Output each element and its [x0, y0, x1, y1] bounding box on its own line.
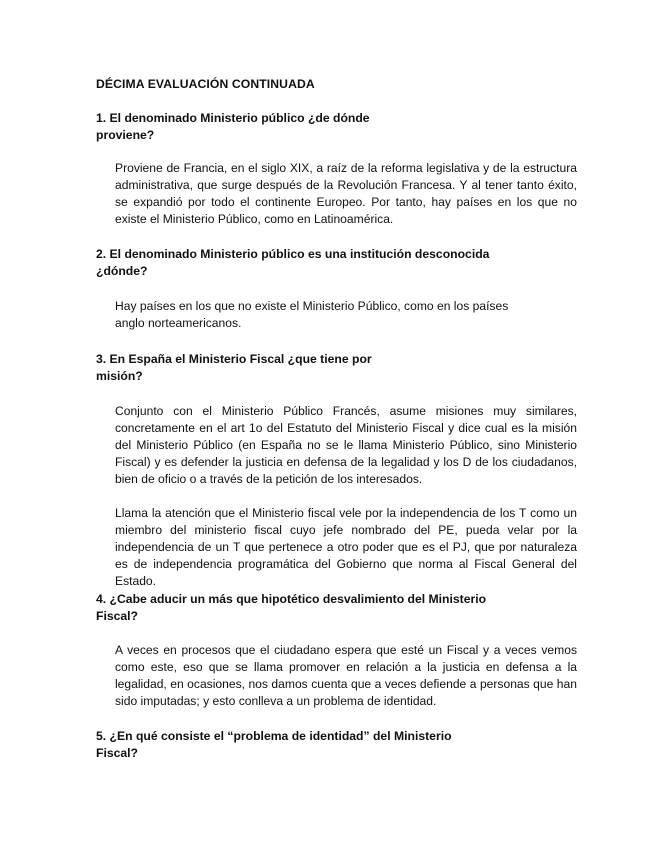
- question-5-line-2: Fiscal?: [96, 746, 138, 760]
- question-2-heading: [96, 246, 489, 280]
- answer-3-paragraph-2: Llama la atención que el Ministerio fiscal vele por la independencia de los T como un miembro del ministerio fiscal cuyo jefe nombrado del PE, pueda velar por la independencia de un T que pertenece a otro poder que es el PJ, que por naturaleza es de independencia programática del Gobierno que norma al Fiscal General del Estado.: [115, 506, 577, 588]
- question-4-line-1: 4. ¿Cabe aducir un más que hipotético desvalimiento del Ministerio: [96, 592, 487, 606]
- question-2-line-2: ¿dónde?: [96, 264, 148, 278]
- question-1-heading: [96, 110, 370, 144]
- question-3-heading: [96, 351, 372, 385]
- question-1-line-2: proviene?: [96, 128, 155, 142]
- question-5-line-1: 5. ¿En qué consiste el “problema de identidad” del Ministerio: [96, 729, 452, 743]
- question-2-line-1: 2. El denominado Ministerio público es una institución desconocida: [96, 247, 490, 261]
- answer-1-paragraph: Proviene de Francia, en el siglo XIX, a raíz de la reforma legislativa y de la estructura administrativa, que surge después de la Revolución Francesa. Y al tener tanto éxito, se expandió por todo el continente Europeo. Por tanto, hay países en los que no existe el Ministerio Público, como en Latinoamérica.: [115, 161, 577, 226]
- question-1-line-1: 1. El denominado Ministerio público ¿de dónde: [96, 111, 370, 125]
- document-title: DÉCIMA EVALUACIÓN CONTINUADA: [96, 77, 315, 91]
- answer-4-paragraph: A veces en procesos que el ciudadano espera que esté un Fiscal y a veces vemos como este, eso que se llama promover en relación a la justicia en defensa a la legalidad, en ocasiones, nos damos cuenta que a veces defiende a personas que han sido imputadas; y esto conlleva a un problema de identidad.: [115, 643, 577, 708]
- question-3-line-1: 3. En España el Ministerio Fiscal ¿que tiene por: [96, 352, 372, 366]
- answer-3-paragraph-1: Conjunto con el Ministerio Público Francés, asume misiones muy similares, concretamente en el art 1o del Estatuto del Ministerio Fiscal y dice cual es la misión del Ministerio Público (en España no se le llama Ministerio Público, sino Ministerio Fiscal) y es defender la justicia en defensa de la legalidad y los D de los ciudadanos, bien de oficio o a través de la petición de los interesados.: [115, 404, 577, 486]
- question-3-line-2: misión?: [96, 369, 143, 383]
- question-5-heading: [96, 728, 452, 762]
- question-4-line-2: Fiscal?: [96, 609, 138, 623]
- question-4-heading: [96, 591, 486, 625]
- answer-2-paragraph: Hay países en los que no existe el Ministerio Público, como en los países anglo norteamericanos.: [115, 299, 509, 330]
